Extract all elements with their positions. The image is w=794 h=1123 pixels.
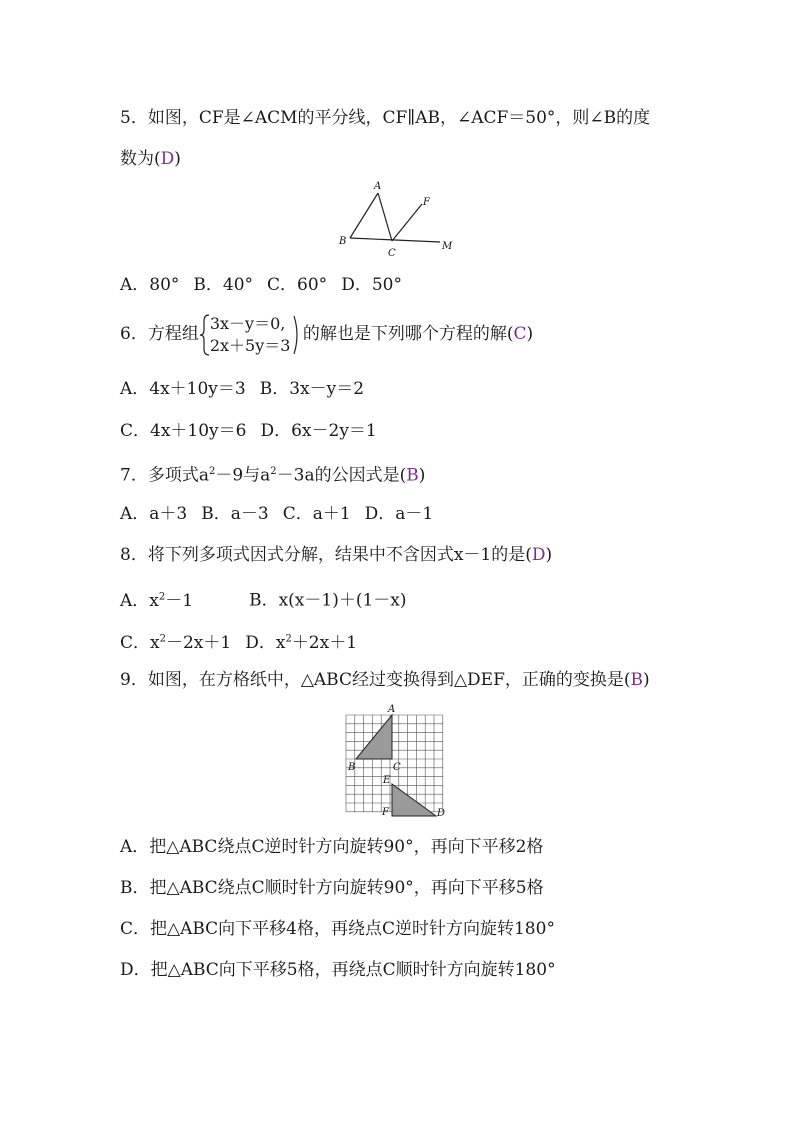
q9-grid-figure <box>340 703 452 821</box>
q5-stem-line1: 5．如图，CF是∠ACM的平分线，CF∥AB，∠ACF＝50°，则∠B的度 <box>120 108 651 128</box>
q9-stem-text: 9．如图，在方格纸中，△ABC经过变换得到△DEF，正确的变换是( <box>120 670 631 690</box>
q9-option-b[interactable]: B．把△ABC绕点C顺时针方向旋转90°，再向下平移5格 <box>120 878 544 898</box>
q9-label-b: B <box>348 762 356 773</box>
q9-label-e: E <box>383 775 391 786</box>
q8-option-d-part1: D．x <box>245 632 286 653</box>
q7-option-c[interactable]: C．a＋1 <box>282 504 351 524</box>
q6-right-paren <box>292 313 302 357</box>
q9-label-f: F <box>382 807 389 818</box>
q5-stem-line2 <box>120 147 181 171</box>
q5-label-c: C <box>388 248 396 259</box>
q8-option-c[interactable] <box>120 633 231 653</box>
q5-option-c[interactable]: C．60° <box>267 275 328 295</box>
q8-option-a-sup: 2 <box>158 591 166 602</box>
q7-option-a[interactable]: A．a＋3 <box>120 504 188 524</box>
q9-label-a: A <box>388 704 396 715</box>
q7-sup1: 2 <box>208 466 216 477</box>
q5-option-d[interactable]: D．50° <box>341 275 402 295</box>
q6-eq1: 3x－y＝0, <box>209 313 286 333</box>
q5-line-ac <box>378 193 392 241</box>
q5-label-b: B <box>339 236 347 247</box>
q8-option-a-part2: －1 <box>165 590 194 611</box>
q6-option-c[interactable]: C．4x＋10y＝6 <box>120 421 247 441</box>
q8-stem-text: 8．将下列多项式因式分解，结果中不含因式x－1的是( <box>120 545 532 565</box>
q9-triangle-def <box>392 784 436 816</box>
q8-option-d[interactable] <box>245 633 357 653</box>
q8-option-c-part2: －2x＋1 <box>165 632 232 653</box>
q5-line-ab <box>350 193 378 238</box>
q8-option-d-part2: ＋2x＋1 <box>291 632 358 653</box>
q8-options-row2 <box>120 627 357 655</box>
q9-answer: B <box>630 670 644 690</box>
q9-option-d[interactable]: D．把△ABC向下平移5格，再绕点C顺时针方向旋转180° <box>120 960 556 980</box>
q7-close: ) <box>418 465 426 486</box>
q9-label-c: C <box>393 762 401 773</box>
q6-options-row2 <box>120 419 377 443</box>
q8-close: ) <box>545 545 553 565</box>
q6-stem-prefix: 6．方程组 <box>120 324 199 344</box>
q5-figure <box>335 178 460 260</box>
q5-option-b[interactable]: B．40° <box>193 275 254 295</box>
q5-options <box>120 273 402 297</box>
q7-options <box>120 502 433 526</box>
q9-close: ) <box>643 670 650 690</box>
q7-stem-c: －3a的公因式是( <box>276 465 407 486</box>
q9-label-d: D <box>437 808 446 819</box>
q5-line-bm <box>350 238 440 242</box>
q7-stem-a: 7．多项式a <box>120 465 209 486</box>
q5-line-cf <box>392 204 422 241</box>
q7-stem <box>120 460 425 488</box>
q6-eq2: 2x＋5y＝3 <box>209 335 291 355</box>
q8-option-d-sup: 2 <box>285 633 292 644</box>
q6-close: ) <box>526 324 534 344</box>
q8-option-a-part1: A．x <box>120 590 159 611</box>
q6-equation-system <box>199 313 303 357</box>
q7-stem-b: －9与a <box>215 465 271 486</box>
q8-option-b[interactable]: B．x(x－1)＋(1－x) <box>249 590 407 611</box>
q6-option-d[interactable]: D．6x－2y＝1 <box>260 421 377 441</box>
q5-stem-text: 数为( <box>120 149 161 169</box>
q6-stem-suffix: 的解也是下列哪个方程的解( <box>302 324 514 344</box>
q5-label-a: A <box>374 181 382 192</box>
q5-label-f: F <box>423 197 430 208</box>
q7-answer: B <box>406 465 419 486</box>
q8-option-c-part1: C．x <box>120 632 160 653</box>
q8-option-a[interactable] <box>120 591 193 611</box>
q9-stem <box>120 668 650 692</box>
q7-sup2: 2 <box>270 466 277 477</box>
q6-option-b[interactable]: B．3x－y＝2 <box>259 379 365 399</box>
q5-label-m: M <box>442 241 453 252</box>
q6-option-a[interactable]: A．4x＋10y＝3 <box>120 379 246 399</box>
q9-option-a[interactable]: A．把△ABC绕点C逆时针方向旋转90°，再向下平移2格 <box>120 837 544 857</box>
q8-answer: D <box>531 545 546 565</box>
q9-option-c[interactable]: C．把△ABC向下平移4格，再绕点C逆时针方向旋转180° <box>120 919 555 939</box>
q6-answer: C <box>513 324 527 344</box>
q5-answer: D <box>160 149 175 169</box>
q6-options-row1 <box>120 377 364 401</box>
q8-stem <box>120 543 552 567</box>
q5-option-a[interactable]: A．80° <box>120 275 180 295</box>
q6-stem <box>120 312 533 356</box>
q8-option-c-sup: 2 <box>159 633 166 644</box>
q7-option-b[interactable]: B．a－3 <box>201 504 269 524</box>
q7-option-d[interactable]: D．a－1 <box>364 504 434 524</box>
q8-options-row1 <box>120 585 407 613</box>
q9-triangle-abc <box>356 715 392 759</box>
q5-close: ) <box>174 149 181 169</box>
